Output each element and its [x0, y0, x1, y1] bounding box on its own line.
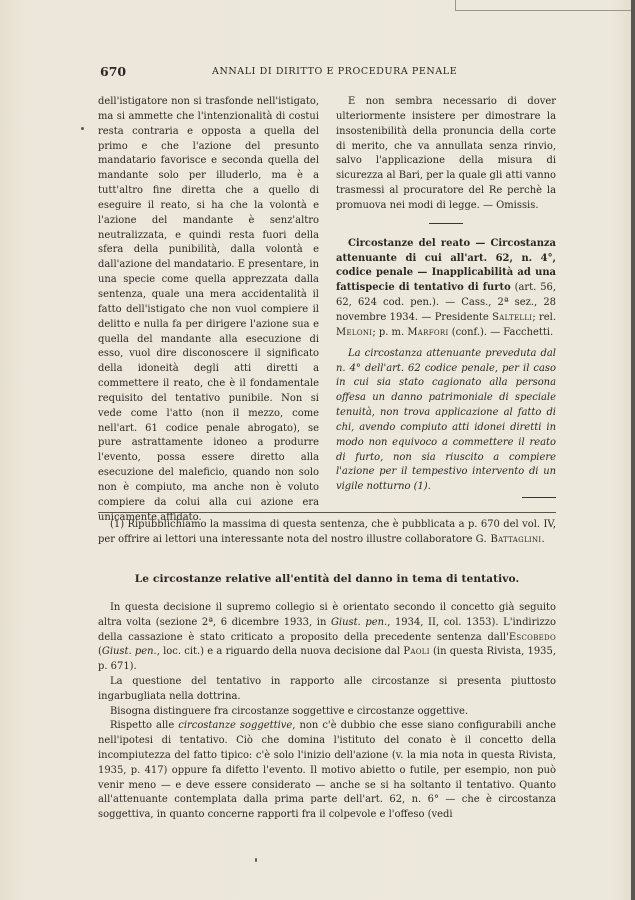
page-number: 670: [100, 64, 127, 79]
page-edge-top: [455, 0, 635, 11]
right-column-paragraph-text: E non sembra necessario di dover ulteriormente insistere per dimostrare la insostenibilità della pronuncia della corte di merito, che va annullata senza rinvio, salvo l'applicazione della misura di sicurezza al Bari, per la quale gli atti vanno trasmessi al procuratore del Re perchè la promuova nei modi di legge. — Omissis.: [336, 96, 556, 211]
end-rule: [522, 497, 556, 498]
note-p1-escobedo: Escobedo: [508, 631, 556, 643]
note-p1-c: , 1934, II, col. 1353). L'indirizzo della cassazione è stato criticato a proposito della precedente sentenza dall': [98, 616, 556, 643]
footnote-author: G. Battaglini: [475, 533, 542, 545]
case-heading: Circostanze del reato — Circostanza attenuante di cui all'art. 62, n. 4°, codice penale — Inapplicabilità ad una fattispecie di tentativo di furto: [336, 237, 556, 294]
left-column: [98, 95, 319, 525]
footnote: [98, 518, 556, 547]
note-paragraph-2: La questione del tentativo in rapporto alle circostanze si presenta piuttosto ingarbugliata nella dottrina.: [98, 675, 556, 702]
case-president: Saltelli: [492, 311, 533, 323]
running-title: ANNALI DI DIRITTO E PROCEDURA PENALE: [212, 66, 458, 77]
right-column: [336, 95, 556, 498]
running-head: [100, 66, 560, 80]
note-body: [98, 601, 556, 823]
note-p1-g: , loc. cit.) e a riguardo della nuova decisione dal: [156, 646, 404, 658]
case-header: [336, 237, 556, 341]
note-p4-c: , non c'è dubbio che esse siano configurabili anche nell'ipotesi di tentativo. Ciò che domina l'istituto del conato è il concetto della incompiutezza del fatto tipico: c'è solo l'inizio dell'azione (v. la mia nota in questa Rivista, 1935, p. 417) oppure fa difetto l'evento. Il motivo abietto o futile, per esempio, non può venir meno — e deve essere considerato — anche se si ha soltanto il tentativo. Quanto all'attenuante contemplata dalla prima parte dell'art. 62, n. 6° — che è circostanza soggettiva, in quanto concerne rapporti fra il colpevole e l'offeso (vedi: [98, 720, 557, 821]
note-p4-a: Rispetto alle: [110, 720, 179, 732]
paper-speck: [255, 858, 257, 862]
case-prosecutor: Marfori: [407, 326, 449, 338]
right-column-paragraph: [336, 95, 556, 214]
case-ref-4: (conf.). — Facchetti.: [448, 326, 554, 338]
note-p1-e: (: [98, 646, 102, 658]
footnote-end: .: [541, 533, 545, 545]
note-paragraph-3: Bisogna distinguere fra circostanze soggettive e circostanze oggettive.: [110, 705, 468, 717]
separator-rule: [429, 223, 463, 224]
case-ref-1: (art. 56, 62, 624 cod. pen.). — Cass., 2ª sez., 28 novembre 1934. — Presidente: [336, 282, 556, 323]
page-edge-right: [631, 0, 635, 900]
case-ref-3: ; p. m.: [372, 326, 408, 338]
case-rapporteur: Meloni: [336, 326, 373, 338]
note-p1-journal-2: Giust. pen.: [101, 646, 157, 658]
case-ref-2: ; rel.: [532, 311, 556, 323]
note-p1-journal: Giust. pen.: [330, 616, 388, 628]
left-column-paragraph: dell'istigatore non si trasfonde nell'istigato, ma si ammette che l'intenzionalità di costui resta contraria e opposta a quella del primo e che l'azione del presunto mandatario favorisce e seconda quella del mandante solo per illuderlo, ma è a tutt'altro fine diretta che a quello di eseguire il reato, si ha che la volontà e l'azione del mandante è senz'altro neutralizzata, e quindi resta fuori della sfera della punibilità, dalla volontà e dall'azione del mandatario. E presentare, in una specie come quella apprezzata dalla sentenza, quale una mera accidentalità il fatto dell'istigato che non vuol compiere il delitto e nulla fa per dirigere l'azione sua e quella del mandante alla esecuzione di esso, vuol dire disconoscere il significato della idoneità degli atti diretti a commettere il reato, che è il fondamentale requisito del tentativo punibile. Non si vede come l'atto (non il mezzo, come nell'art. 61 codice penale abrogato), se pure astrattamente idoneo a produrre l'evento, possa essere diretto alla esecuzione del maleficio, quando non solo non è compiuto, ma anche non è voluto compiere da colui alla cui azione era unicamente affidato.: [98, 96, 319, 523]
note-paragraph-1: [98, 601, 556, 675]
paper-speck: [81, 127, 84, 130]
footnote-text: (1) Ripubblichiamo la massima di questa sentenza, che è pubblicata a p. 670 del vol. IV, per offrire ai lettori una interessante nota del nostro illustre collaboratore: [98, 519, 556, 545]
massima: La circostanza attenuante preveduta dal n. 4° dell'art. 62 codice penale, per il caso in cui sia stato cagionato alla persona offesa un danno patrimoniale di speciale tenuità, non trova applicazione al fatto di chi, avendo compiuto atti idonei diretti in modo non equivoco a commettere il reato di furto, non sia riuscito a compiere l'azione per il tempestivo intervento di un vigile notturno (1).: [336, 347, 556, 493]
note-p4-italic: circostanze soggettive: [178, 720, 293, 732]
note-p1-paoli: Paoli: [403, 646, 430, 658]
note-paragraph-4: [98, 719, 556, 823]
footnote-paragraph: [98, 518, 556, 547]
note-title: Le circostanze relative all'entità del danno in tema di tentativo.: [134, 573, 520, 585]
footnote-rule: [98, 512, 556, 513]
note-p1-a: In questa decisione il supremo collegio si è orientato secondo il concetto già seguito altra volta (sezione 2ª, 6 dicembre 1933, in: [98, 602, 556, 628]
note-p1-i: (in questa Rivista, 1935, p. 671).: [98, 646, 556, 673]
